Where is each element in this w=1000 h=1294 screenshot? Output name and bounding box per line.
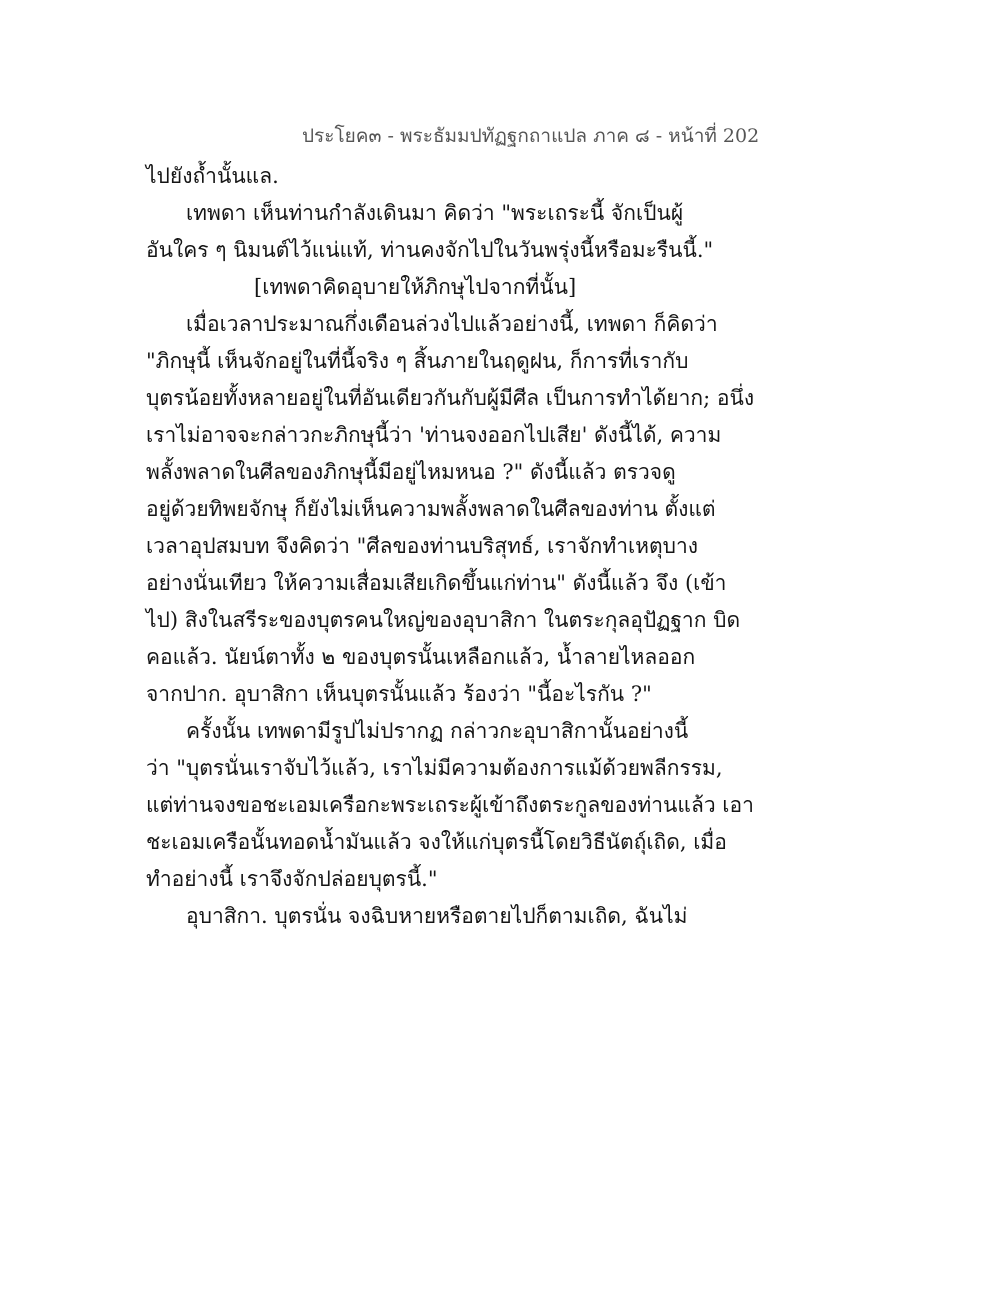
text-line: เวลาอุปสมบท จึงคิดว่า "ศีลของท่านบริสุทธ์, เราจักทำเหตุบาง: [146, 534, 699, 558]
text-line: ชะเอมเครือนั้นทอดน้ำมันแล้ว จงให้แก่บุตรนี้โดยวิธีนัตถุ์เถิด, เมื่อ: [146, 830, 727, 854]
text-line: ทำอย่างนี้ เราจึงจักปล่อยบุตรนี้.": [146, 867, 438, 891]
body-text: [146, 158, 786, 935]
text-line: อยู่ด้วยทิพยจักษุ ก็ยังไม่เห็นความพลั้งพลาดในศีลของท่าน ตั้งแต่: [146, 497, 716, 521]
text-line: ว่า "บุตรนั่นเราจับไว้แล้ว, เราไม่มีความต้องการแม้ด้วยพลีกรรม,: [146, 756, 723, 780]
text-line: อย่างนั่นเทียว ให้ความเสื่อมเสียเกิดขึ้นแก่ท่าน" ดังนี้แล้ว จึง (เข้า: [146, 571, 727, 595]
text-line: อันใคร ๆ นิมนต์ไว้แน่แท้, ท่านคงจักไปในวันพรุ่งนี้หรือมะรืนนี้.": [146, 238, 714, 262]
text-line: พลั้งพลาดในศีลของภิกษุนี้มีอยู่ไหมหนอ ?" ดังนี้แล้ว ตรวจดู: [146, 460, 676, 484]
paragraph-start-line: เทพดา เห็นท่านกำลังเดินมา คิดว่า "พระเถระนี้ จักเป็นผู้: [186, 201, 684, 225]
running-header: ประโยค๓ - พระธัมมปทัฏฐกถาแปล ภาค ๘ - หน้าที่ 202: [302, 125, 760, 147]
text-line: บุตรน้อยทั้งหลายอยู่ในที่อันเดียวกันกับผู้มีศีล เป็นการทำได้ยาก; อนึ่ง: [146, 386, 755, 410]
text-line: ไป) สิงในสรีระของบุตรคนใหญ่ของอุบาสิกา ในตระกุลอุปัฏฐาก บิด: [146, 608, 741, 632]
text-line: ไปยังถ้ำนั้นแล.: [146, 164, 279, 188]
paragraph-start-line: อุบาสิกา. บุตรนั่น จงฉิบหายหรือตายไปก็ตามเถิด, ฉันไม่: [186, 904, 688, 928]
text-line: "ภิกษุนี้ เห็นจักอยู่ในที่นี้จริง ๆ สิ้นภายในฤดูฝน, ก็การที่เรากับ: [146, 349, 689, 373]
text-line: คอแล้ว. นัยน์ตาทั้ง ๒ ของบุตรนั้นเหลือกแล้ว, น้ำลายไหลออก: [146, 645, 696, 669]
paragraph-start-line: ครั้งนั้น เทพดามีรูปไม่ปรากฏ กล่าวกะอุบาสิกานั้นอย่างนี้: [186, 719, 689, 743]
text-line: จากปาก. อุบาสิกา เห็นบุตรนั้นแล้ว ร้องว่า "นี้อะไรกัน ?": [146, 682, 652, 706]
text-line: แต่ท่านจงขอชะเอมเครือกะพระเถระผู้เข้าถึงตระกูลของท่านแล้ว เอา: [146, 793, 754, 817]
text-line: เราไม่อาจจะกล่าวกะภิกษุนี้ว่า 'ท่านจงออกไปเสีย' ดังนี้ได้, ความ: [146, 423, 722, 447]
paragraph-start-line: เมื่อเวลาประมาณกึ่งเดือนล่วงไปแล้วอย่างนี้, เทพดา ก็คิดว่า: [186, 312, 718, 336]
section-heading: [เทพดาคิดอุบายให้ภิกษุไปจากที่นั้น]: [254, 275, 577, 299]
